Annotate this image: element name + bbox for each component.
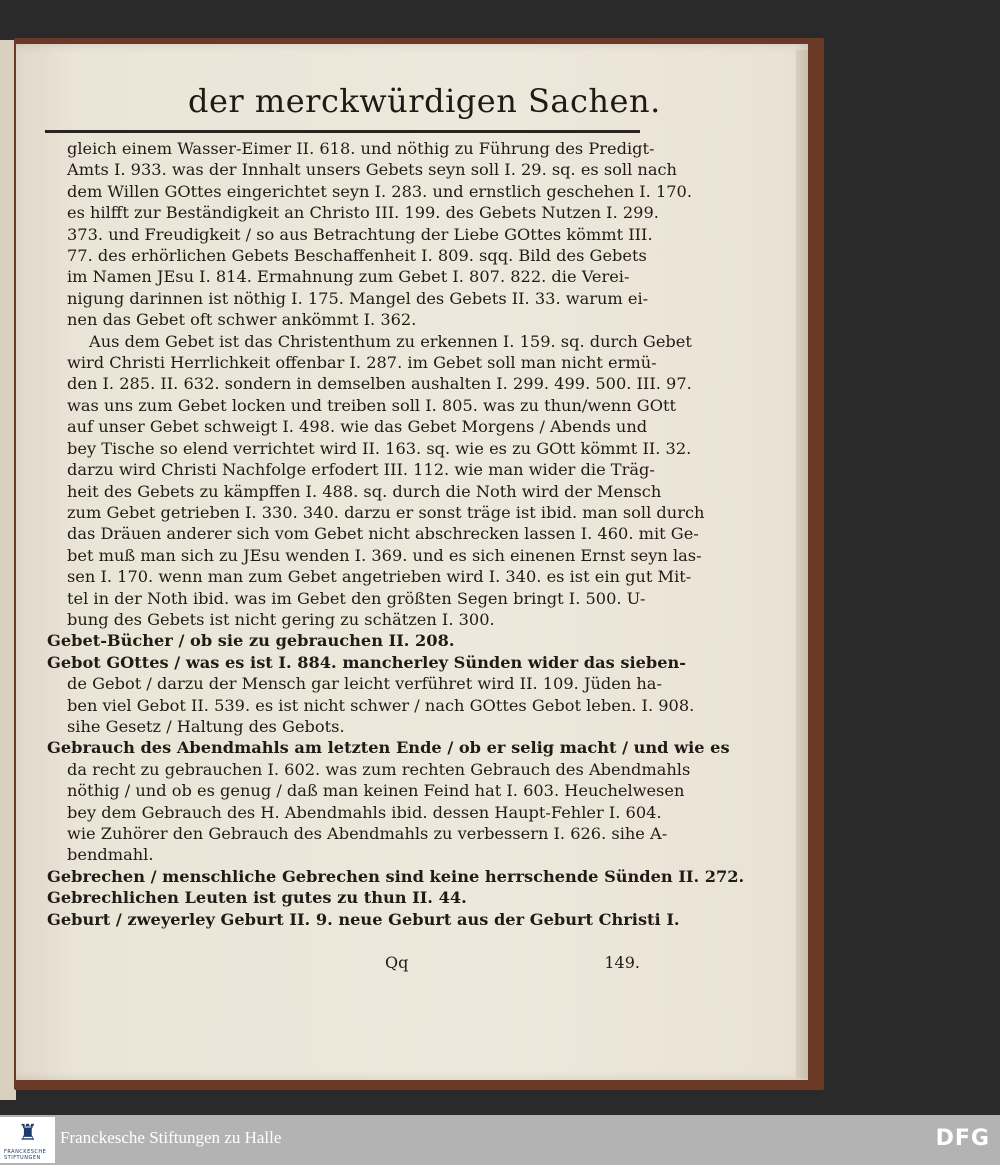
page-number: 149. (604, 953, 640, 972)
text-line: ben viel Gebot II. 539. es ist nicht schwer / nach GOttes Gebot leben. I. 908. (67, 695, 695, 715)
text-line: dem Willen GOttes eingerichtet seyn I. 283. und ernstlich geschehen I. 170. (67, 181, 692, 201)
text-line: Gebrechlichen Leuten ist gutes zu thun II. 44. (47, 888, 467, 908)
text-line: bey dem Gebrauch des H. Abendmahls ibid. dessen Haupt-Fehler I. 604. (67, 802, 662, 822)
page-header: der merckwürdigen Sachen. (188, 82, 661, 120)
institution-logo-icon: ♜ (18, 1121, 38, 1146)
institution-logo[interactable] (0, 1117, 55, 1163)
text-line: im Namen JEsu I. 814. Ermahnung zum Gebet I. 807. 822. die Verei- (67, 267, 630, 287)
text-line: den I. 285. II. 632. sondern in demselben aushalten I. 299. 499. 500. III. 97. (67, 374, 692, 394)
text-line: bendmahl. (67, 845, 154, 865)
institution-logo-text: FRANCKESCHE STIFTUNGEN (4, 1149, 47, 1161)
text-line: bung des Gebets ist nicht gering zu schätzen I. 300. (67, 609, 495, 629)
header-rule (45, 130, 640, 133)
text-line: Geburt / zweyerley Geburt II. 9. neue Geburt aus der Geburt Christi I. (47, 909, 680, 929)
signature-mark: Qq (385, 953, 409, 972)
text-line: 373. und Freudigkeit / so aus Betrachtung der Liebe GOttes kömmt III. (67, 224, 653, 244)
text-line: wie Zuhörer den Gebrauch des Abendmahls zu verbessern I. 626. sihe A- (67, 824, 668, 843)
text-line: tel in der Noth ibid. was im Gebet den größten Segen bringt I. 500. U- (67, 588, 646, 608)
text-line: de Gebot / darzu der Mensch gar leicht verführet wird II. 109. Jüden ha- (67, 674, 662, 694)
index-text (47, 138, 745, 930)
text-line: Gebet-Bücher / ob sie zu gebrauchen II. 208. (47, 631, 455, 651)
text-line: darzu wird Christi Nachfolge erfodert III. 112. wie man wider die Träg- (67, 460, 655, 480)
text-line: sihe Gesetz / Haltung des Gebots. (67, 716, 345, 736)
text-line: da recht zu gebrauchen I. 602. was zum rechten Gebrauch des Abendmahls (67, 759, 691, 779)
text-line: Gebrauch des Abendmahls am letzten Ende / ob er selig macht / und wie es (47, 738, 730, 758)
text-line: Amts I. 933. was der Innhalt unsers Gebets seyn soll I. 29. sq. es soll nach (67, 160, 677, 180)
text-line: nigung darinnen ist nöthig I. 175. Mangel des Gebets II. 33. warum ei- (67, 288, 649, 308)
text-line: es hilfft zur Beständigkeit an Christo III. 199. des Gebets Nutzen I. 299. (67, 203, 659, 223)
text-line: nen das Gebet oft schwer ankömmt I. 362. (67, 310, 417, 330)
text-line: wird Christi Herrlichkeit offenbar I. 287. im Gebet soll man nicht ermü- (67, 353, 657, 373)
text-line: Gebot GOttes / was es ist I. 884. mancherley Sünden wider das sieben- (47, 652, 686, 672)
page-edge-shadow (796, 50, 808, 1078)
text-line: Aus dem Gebet ist das Christenthum zu erkennen I. 159. sq. durch Gebet (89, 331, 692, 351)
text-line: bet muß man sich zu JEsu wenden I. 369. und es sich einenen Ernst seyn las- (67, 545, 702, 565)
text-line: sen I. 170. wenn man zum Gebet angetrieben wird I. 340. es ist ein gut Mit- (67, 567, 692, 587)
text-line: was uns zum Gebet locken und treiben soll I. 805. was zu thun/wenn GOtt (67, 395, 676, 415)
institution-name[interactable]: Franckesche Stiftungen zu Halle (60, 1128, 282, 1147)
text-line: Gebrechen / menschliche Gebrechen sind keine herrschende Sünden II. 272. (47, 866, 745, 886)
text-line: 77. des erhörlichen Gebets Beschaffenheit I. 809. sqq. Bild des Gebets (67, 246, 647, 266)
text-line: das Dräuen anderer sich vom Gebet nicht abschrecken lassen I. 460. mit Ge- (67, 524, 699, 544)
dfg-logo[interactable]: DFG (935, 1126, 990, 1151)
text-line: bey Tische so elend verrichtet wird II. 163. sq. wie es zu GOtt kömmt II. 32. (67, 438, 692, 458)
text-line: auf unser Gebet schweigt I. 498. wie das Gebet Morgens / Abends und (67, 417, 648, 437)
text-line: gleich einem Wasser-Eimer II. 618. und nöthig zu Führung des Predigt- (67, 139, 655, 158)
text-line: nöthig / und ob es genug / daß man keinen Feind hat I. 603. Heuchelwesen (67, 781, 685, 801)
text-line: heit des Gebets zu kämpffen I. 488. sq. durch die Noth wird der Mensch (67, 481, 662, 501)
text-line: zum Gebet getrieben I. 330. 340. darzu er sonst träge ist ibid. man soll durch (67, 502, 705, 522)
